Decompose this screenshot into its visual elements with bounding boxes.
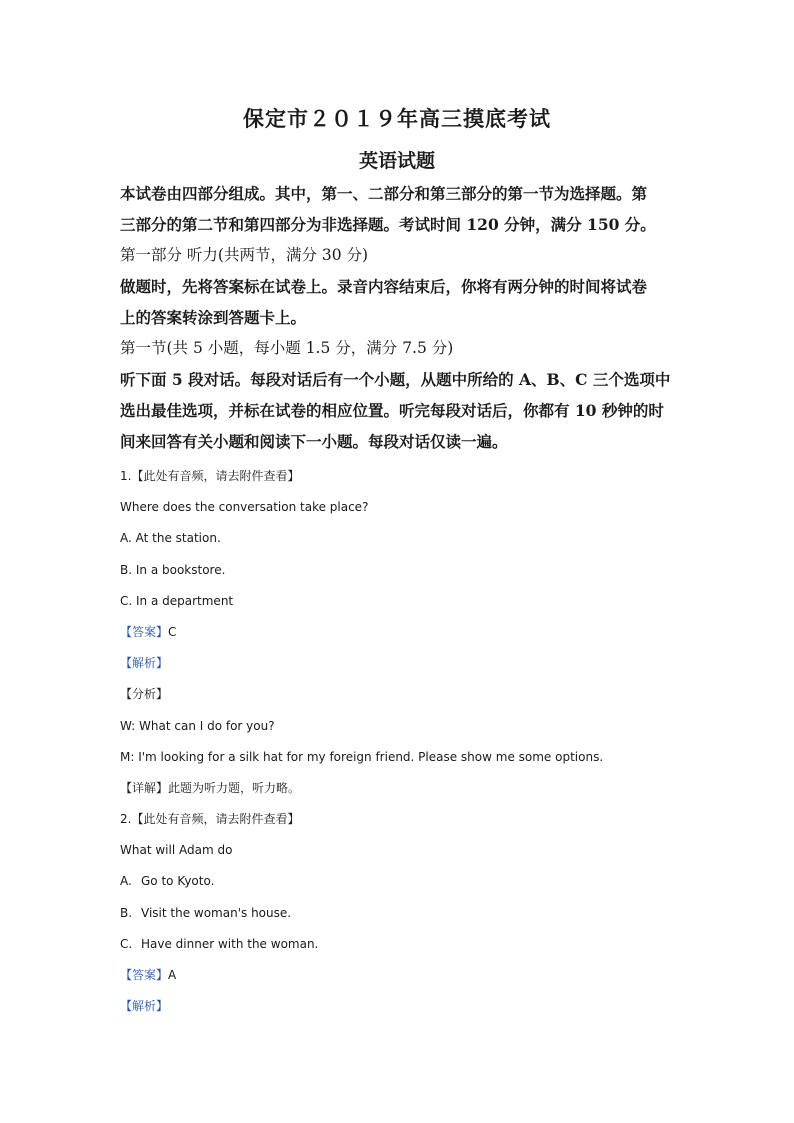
audio-note: 【此处有音频，请去附件查看】 [131,812,300,827]
section-heading: 第一部分 听力(共两节，满分 30 分) [120,246,369,264]
intro-line: 做题时，先将答案标在试卷上。录音内容结束后，你将有两分钟的时间将试卷 [120,277,648,296]
option-letter: B. [120,905,133,920]
option-text: Have dinner with the woman. [141,936,319,951]
question-2-text: What will Adam do [120,843,233,858]
intro-line: 本试卷由四部分组成。其中，第一、二部分和第三部分的第一节为选择题。第 [120,184,648,203]
intro-line: 间来回答有关小题和阅读下一小题。每段对话仅读一遍。 [120,432,508,451]
question-1-text: Where does the conversation take place? [120,500,369,515]
page-subtitle: 英语试题 [358,150,435,172]
option-letter: A. [120,874,132,889]
option-b [120,898,720,929]
answer-line [120,960,720,991]
intro-line: 三部分的第二节和第四部分为非选择题。考试时间 120 分钟，满分 150 分。 [120,215,656,234]
option-b: B. In a bookstore. [120,562,226,577]
detail-line: 【详解】此题为听力题，听力略。 [120,780,301,795]
option-c: C. In a department [120,593,234,608]
fenxi-tag: 【分析】 [120,687,169,702]
intro-section [120,178,680,457]
option-a [120,866,720,897]
answer-line [120,617,720,648]
analysis-tag: 【解析】 [120,656,169,671]
question-block [120,461,720,1022]
option-text: Go to Kyoto. [141,874,215,889]
page-title: 保定市２０１９年高三摸底考试 [243,106,551,131]
section-heading: 第一节(共 5 小题，每小题 1.5 分，满分 7.5 分) [120,339,454,357]
answer-tag: 【答案】 [120,968,169,982]
answer-value: A [168,968,177,982]
intro-line: 上的答案转涂到答题卡上。 [120,308,307,327]
question-number: 2. [120,812,132,827]
intro-line: 听下面 5 段对话。每段对话后有一个小题，从题中所给的 A、B、C 三个选项中 [120,370,671,389]
analysis-tag: 【解析】 [120,999,169,1014]
option-c [120,929,720,960]
answer-value: C [168,624,177,639]
option-a: A. At the station. [120,531,221,546]
dialog-line: W: What can I do for you? [120,718,275,733]
question-number: 1. [120,469,132,483]
audio-note: 【此处有音频，请去附件查看】 [131,469,300,483]
dialog-line: M: I'm looking for a silk hat for my foreign friend. Please show me some options. [120,749,604,764]
question-2-audio [120,804,720,835]
option-text: Visit the woman's house. [141,905,292,920]
question-1-audio [120,461,720,492]
answer-tag: 【答案】 [120,624,169,639]
option-letter: C. [120,936,133,951]
intro-line: 选出最佳选项，并标在试卷的相应位置。听完每段对话后，你都有 10 秒钟的时 [120,401,664,420]
